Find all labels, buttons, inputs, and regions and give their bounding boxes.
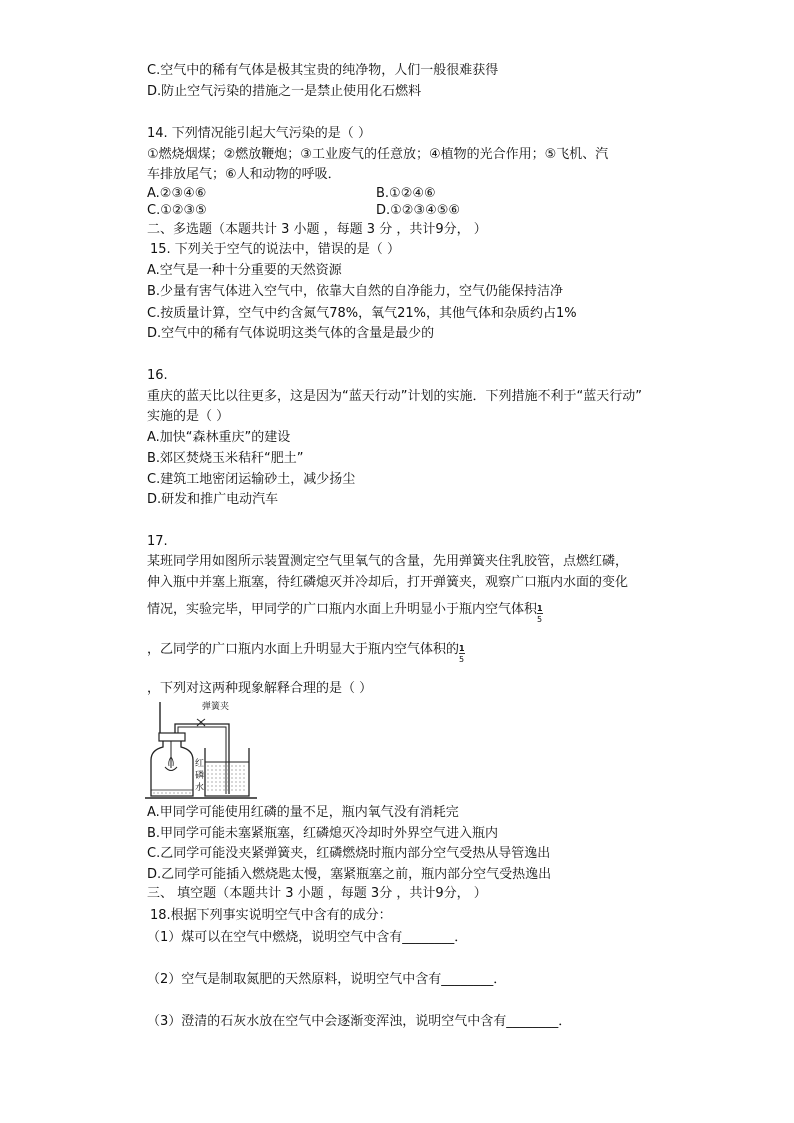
q16-option-b: B.郊区焚烧玉米秸秆“肥土” (147, 451, 304, 466)
q18-item-3: （3）澄清的石灰水放在空气中会逐渐变浑浊，说明空气中含有________． (147, 1014, 572, 1029)
q16-number: 16. (147, 368, 168, 383)
q17-option-b: B.甲同学可能未塞紧瓶塞，红磷熄灭冷却时外界空气进入瓶内 (147, 826, 499, 841)
q17-option-c: C.乙同学可能没夹紧弹簧夹，红磷燃烧时瓶内部分空气受热从导管逸出 (147, 846, 551, 861)
beaker (205, 748, 249, 796)
apparatus-figure (145, 700, 257, 802)
q18-stem: 18.根据下列事实说明空气中含有的成分： (150, 908, 392, 923)
stopper (159, 733, 185, 741)
label-water: 水 (195, 783, 205, 793)
q16-option-d: D.研发和推广电动汽车 (147, 492, 279, 507)
q15-option-c: C.按质量计算，空气中约含氮气78%，氧气21%，其他气体和杂质约占1% (147, 306, 577, 321)
fraction-denominator: 5 (459, 655, 465, 664)
label-phosphorus: 磷 (195, 771, 205, 781)
q15-stem: 15. 下列关于空气的说法中，错误的是（ ） (150, 242, 400, 257)
q14-option-d: D.①②③④⑤⑥ (376, 203, 461, 218)
section-3-heading: 三、 填空题（本题共计 3 小题 ，每题 3分 ，共计9分， ） (147, 886, 487, 901)
q13-option-c: C.空气中的稀有气体是极其宝贵的纯净物，人们一般很难获得 (147, 63, 499, 78)
fraction-numerator: 1 (459, 644, 465, 653)
q17-text-1: 某班同学用如图所示装置测定空气里氧气的含量，先用弹簧夹住乳胶管，点燃红磷， (147, 554, 629, 569)
q18-item-2: （2）空气是制取氮肥的天然原料，说明空气中含有________． (147, 972, 507, 987)
q14-text-2: 车排放尾气；⑥人和动物的呼吸． (147, 167, 341, 182)
section-2-heading: 二、多选题（本题共计 3 小题 ，每题 3 分 ，共计9分， ） (147, 222, 487, 237)
q17-text-5: ，下列对这两种现象解释合理的是（ ） (147, 681, 373, 696)
bottle (151, 741, 193, 796)
fraction-denominator: 5 (537, 615, 543, 624)
q17-number: 17. (147, 534, 168, 549)
q17-option-d: D.乙同学可能插入燃烧匙太慢，塞紧瓶塞之前，瓶内部分空气受热逸出 (147, 867, 552, 882)
q14-option-c: C.①②③⑤ (147, 203, 207, 218)
q17-text-2: 伸入瓶中并塞上瓶塞，待红磷熄灭并冷却后，打开弹簧夹，观察广口瓶内水面的变化 (147, 575, 629, 590)
q17-text-4 (147, 641, 467, 664)
q15-option-d: D.空气中的稀有气体说明这类气体的含量是最少的 (147, 326, 435, 341)
q17-text-4-body: ，乙同学的广口瓶内水面上升明显大于瓶内空气体积的 (147, 642, 460, 657)
beaker-water-hatch (207, 766, 247, 790)
label-red: 红 (195, 759, 205, 769)
q14-text-1: ①燃烧烟煤；②燃放鞭炮；③工业废气的任意放；④植物的光合作用；⑤飞机、汽 (147, 147, 609, 162)
q16-option-c: C.建筑工地密闭运输砂土，减少扬尘 (147, 472, 356, 487)
q16-text-2: 实施的是（ ） (147, 409, 230, 424)
q17-option-a: A.甲同学可能使用红磷的量不足，瓶内氧气没有消耗完 (147, 805, 459, 820)
q15-option-a: A.空气是一种十分重要的天然资源 (147, 263, 342, 278)
q14-stem: 14. 下列情况能引起大气污染的是（ ） (147, 126, 371, 141)
spring-clamp-icon (197, 719, 205, 726)
q18-item-1: （1）煤可以在空气中燃烧，说明空气中含有________． (147, 930, 468, 945)
fraction-one-fifth (459, 641, 467, 664)
clip-label: 弹簧夹 (202, 702, 230, 712)
q13-option-d: D.防止空气污染的措施之一是禁止使用化石燃料 (147, 84, 422, 99)
fraction-one-fifth (537, 601, 545, 624)
q17-text-3-body: 情况，实验完毕，甲同学的广口瓶内水面上升明显小于瓶内空气体积 (147, 602, 538, 617)
q15-option-b: B.少量有害气体进入空气中，依靠大自然的自净能力，空气仍能保持洁净 (147, 284, 564, 299)
q16-option-a: A.加快“森林重庆”的建设 (147, 430, 291, 445)
fraction-bar (459, 653, 465, 654)
q14-option-b: B.①②④⑥ (376, 186, 436, 201)
q17-text-3 (147, 601, 545, 624)
fraction-bar (537, 613, 543, 614)
fraction-numerator: 1 (537, 604, 543, 613)
q14-option-a: A.②③④⑥ (147, 186, 207, 201)
q16-text-1: 重庆的蓝天比以往更多，这是因为“蓝天行动”计划的实施．下列措施不利于“蓝天行动” (147, 389, 642, 404)
